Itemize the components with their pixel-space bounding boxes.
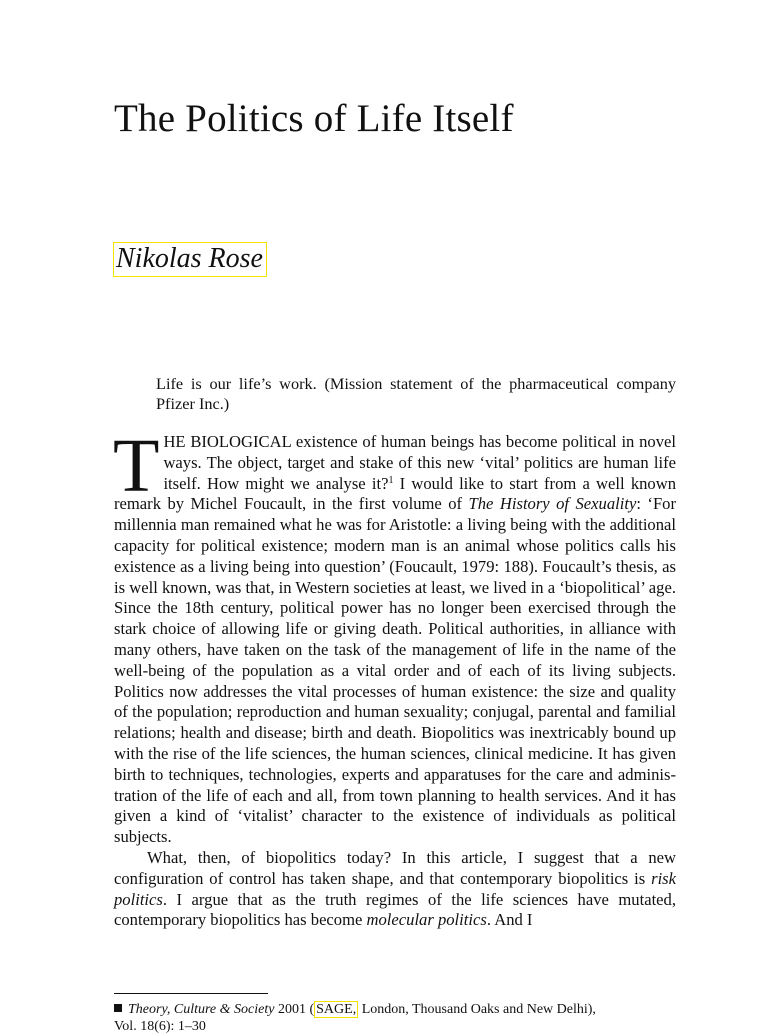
- footnote-rule: [114, 993, 268, 994]
- emphasis-risk-politics: risk politics: [114, 868, 676, 909]
- footnote-marker[interactable]: 1: [388, 474, 394, 486]
- paragraph-2-text-c: . And I: [486, 910, 533, 930]
- paragraph-2-text-b: . I argue that as the truth regimes of the life sciences have mutated, contemporary biopolitics has become: [114, 889, 676, 930]
- article-title: The Politics of Life Itself: [114, 97, 514, 140]
- paragraph-1-text-a: I would like to start from a well known remark by Michel Foucault, in the first volume of: [114, 473, 676, 514]
- epigraph: Life is our life’s work. (Mission statement of the pharmaceutical company Pfizer Inc.): [156, 374, 676, 413]
- journal-year: 2001 (: [274, 1002, 315, 1017]
- paragraph-1: [113, 424, 676, 848]
- book-title: The History of Sexuality: [468, 494, 637, 514]
- paragraph-2: [114, 848, 676, 931]
- paragraph-1-lead: HE BIOLOGICAL existence of human beings has become political in novel ways. The object, target and stake of this new ‘vital’ politics are human life itself. How might we analyse it?: [163, 432, 676, 493]
- emphasis-molecular-politics: molecular politics: [366, 910, 487, 930]
- journal-volume: Vol. 18(6): 1–30: [114, 1019, 206, 1034]
- publisher-name[interactable]: SAGE,: [316, 1002, 357, 1017]
- paragraph-1-text-b: : ‘For millennia man remained what he was for Aristotle: a living being with the additional capacity for political existence; modern man is an animal whose politics calls his existence as a living being into question’ (Foucault, 1979: 188). Foucault’s thesis, as is well known, was that, in Western societies at least, we lived in a ‘biopolitical’ age. Since the 18th century, political power has no longer been exercised through the stark choice of allowing life or giving death. Political authorities, in alliance with many others, have taken on the task of the management of life in the name of the well-being of the population as a vital order and of each of its living subjects. Politics now addresses the vital processes of human existence: the size and quality of the population; reproduction and human sexuality; conjugal, parental and familial relations; health and disease; birth and death. Biopolitics was inextricably bound up with the rise of the life sciences, the human sciences, clinical medicine. It has given birth to techniques, technologies, experts and apparatuses for the care and administration of the life of each and all, from town planning to health services. And it has given a kind of ‘vitalist’ character to the existence of individuals as political subjects.: [114, 494, 676, 847]
- paragraph-2-text-a: What, then, of biopolitics today? In this article, I suggest that a new configuration of control has taken shape, and that contemporary biopolitics is: [114, 847, 676, 888]
- author-name[interactable]: Nikolas Rose: [113, 242, 267, 277]
- journal-name: Theory, Culture & Society: [128, 1002, 275, 1017]
- journal-location: London, Thousand Oaks and New Delhi),: [358, 1002, 596, 1017]
- journal-footer: [114, 1001, 714, 1019]
- square-bullet-icon: [114, 1004, 122, 1012]
- article-body: [113, 424, 676, 931]
- drop-cap: T: [113, 424, 160, 508]
